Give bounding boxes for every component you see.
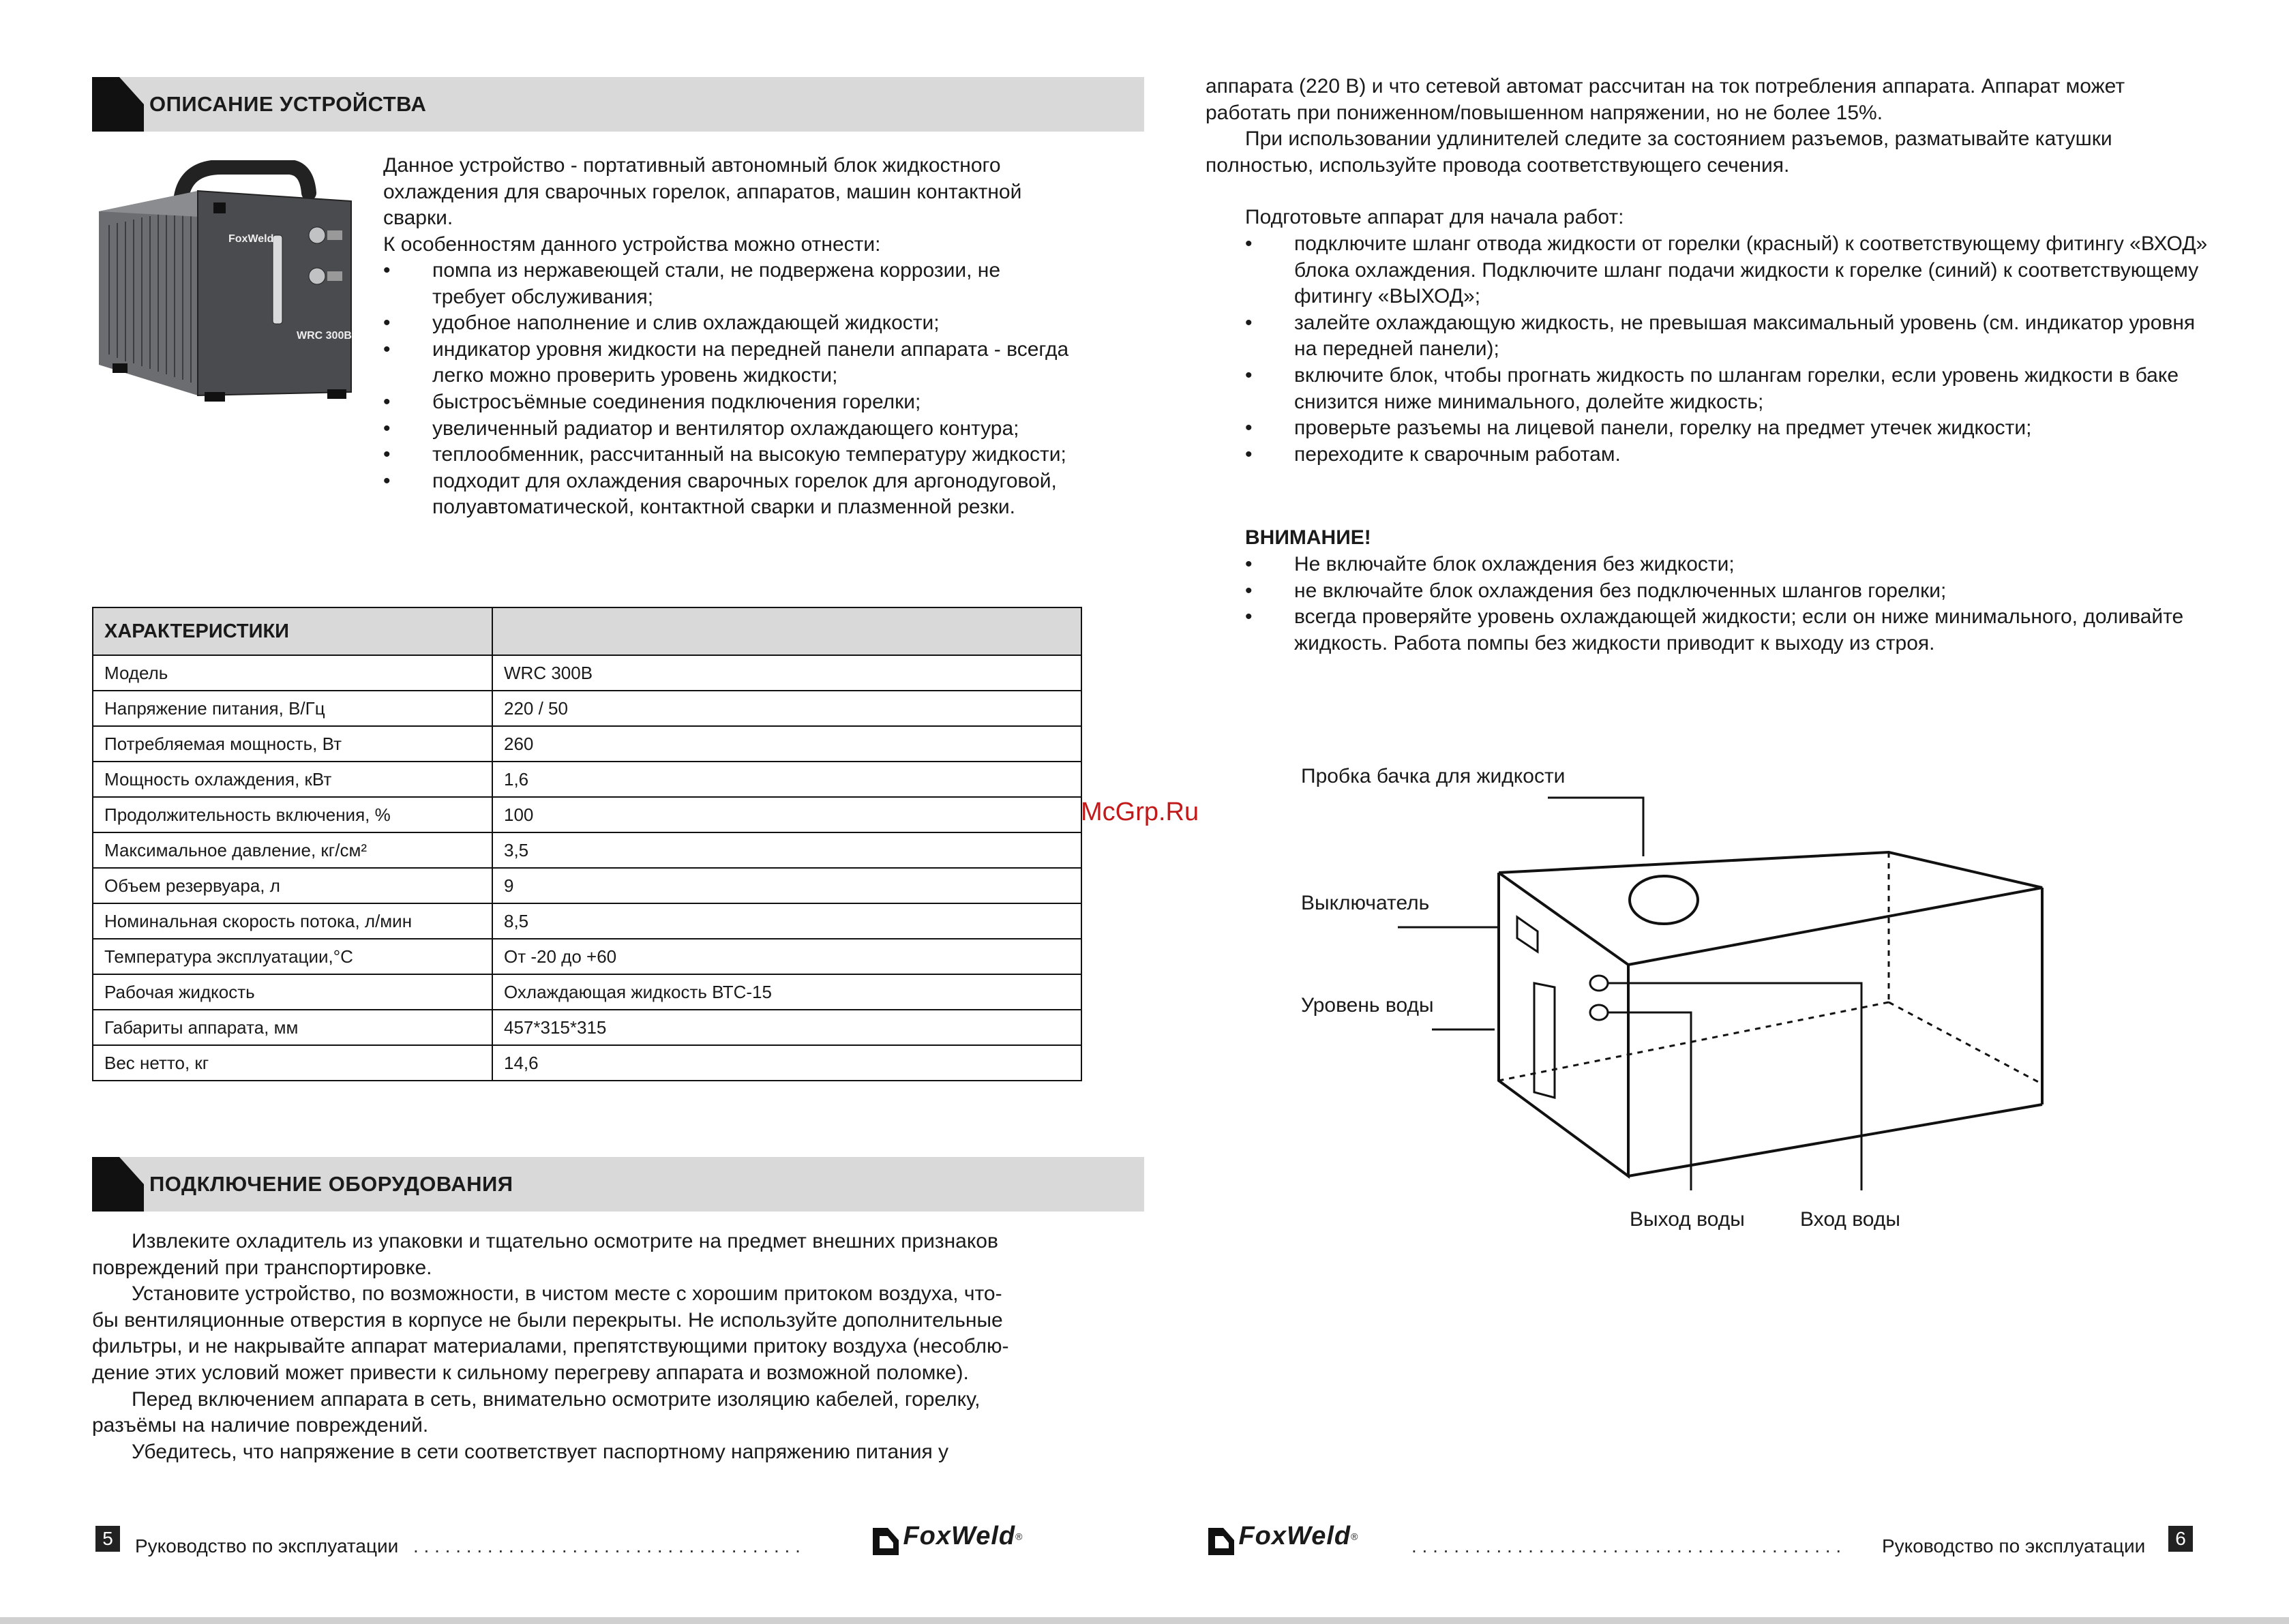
text-line: охлаждения для сварочных горелок, аппаратов, машин контактной: [383, 180, 1022, 203]
product-photo: [92, 160, 365, 433]
corner-mark-icon: [92, 77, 144, 132]
registered-mark: ®: [1351, 1531, 1358, 1542]
table-row: [93, 903, 1081, 939]
text-line: аппарата (220 В) и что сетевой автомат рассчитан на ток потребления аппарата. Аппарат может: [1206, 75, 2125, 97]
list-item: • переходите к сварочным работам.: [1245, 442, 2213, 468]
table-header: ХАРАКТЕРИСТИКИ: [93, 607, 492, 655]
spec-value: 9: [492, 868, 1081, 903]
spec-value: 8,5: [492, 903, 1081, 939]
list-item: • теплообменник, рассчитанный на высокую температуру жидкости;: [383, 442, 1072, 468]
spec-name: Объем резервуара, л: [93, 868, 492, 903]
label-in: Вход воды: [1800, 1208, 1900, 1231]
specs-table: [92, 607, 1082, 1081]
spec-name: Рабочая жидкость: [93, 974, 492, 1010]
section-title: ОПИСАНИЕ УСТРОЙСТВА: [149, 92, 427, 116]
spec-name: Продолжительность включения, %: [93, 797, 492, 832]
footer-logo: [871, 1522, 1022, 1557]
list-item: • увеличенный радиатор и вентилятор охлаждающего контура;: [383, 416, 1072, 442]
section-header-description: [92, 77, 1144, 132]
table-row: [93, 868, 1081, 903]
spec-value: WRC 300B: [492, 655, 1081, 691]
spec-value: 14,6: [492, 1045, 1081, 1081]
table-row: [93, 762, 1081, 797]
list-item: • помпа из нержавеющей стали, не подвержена коррозии, не требует обслуживания;: [383, 258, 1072, 310]
text-line: Извлеките охладитель из упаковки и тщательно осмотрите на предмет внешних признаков: [132, 1230, 998, 1252]
spec-value: Охлаждающая жидкость ВТС-15: [492, 974, 1081, 1010]
text-line: дение этих условий может привести к сильному перегреву аппарата и возможной поломке).: [92, 1361, 969, 1384]
continuation-paragraph: [1206, 74, 2215, 179]
spec-name: Потребляемая мощность, Вт: [93, 726, 492, 762]
spec-name: Температура эксплуатации,°С: [93, 939, 492, 974]
list-item: • индикатор уровня жидкости на передней панели аппарата - всегда легко можно проверить уровень жидкости;: [383, 337, 1072, 389]
text-line: При использовании удлинителей следите за состоянием разъемов, разматывайте катушки: [1245, 127, 2112, 151]
list-item: • включите блок, чтобы прогнать жидкость по шлангам горелки, если уровень жидкости в баке снизится ниже минимального, долейте жидкость;: [1245, 363, 2213, 415]
text-line: работать при пониженном/повышенном напряжении, но не более 15%.: [1206, 101, 1883, 124]
prepare-title: Подготовьте аппарат для начала работ:: [1245, 206, 1624, 228]
list-item: • подключите шланг отвода жидкости от горелки (красный) к соответствующему фитингу «ВХОД» блока охлаждения. Подключите шланг подачи жидкости к горелке (синий) к соответствующему фитингу «ВЫХОД»;: [1245, 231, 2213, 310]
table-header-empty: [492, 607, 1081, 655]
text-line: полностью, используйте провода соответствующего сечения.: [1206, 153, 1790, 177]
foxweld-logo-icon: [1207, 1527, 1236, 1557]
spec-value: 1,6: [492, 762, 1081, 797]
label-level: Уровень воды: [1301, 994, 1434, 1017]
spec-value: 260: [492, 726, 1081, 762]
list-item: • Не включайте блок охлаждения без жидкости;: [1245, 552, 2213, 578]
list-item: • всегда проверяйте уровень охлаждающей жидкости; если он ниже минимального, доливайте жидкость. Работа помпы без жидкости приводит к выходу из строя.: [1245, 604, 2213, 657]
section-header-connection: [92, 1157, 1144, 1212]
spec-value: 220 / 50: [492, 691, 1081, 726]
warning-title: ВНИМАНИЕ!: [1245, 526, 1371, 549]
spec-value: 3,5: [492, 832, 1081, 868]
watermark: McGrp.Ru: [1081, 798, 1199, 826]
foxweld-logo-icon: [871, 1527, 900, 1557]
spec-name: Мощность охлаждения, кВт: [93, 762, 492, 797]
page-bottom-edge: [0, 1617, 2289, 1624]
table-row: [93, 832, 1081, 868]
label-out: Выход воды: [1630, 1208, 1745, 1231]
spec-value: 457*315*315: [492, 1010, 1081, 1045]
text-line: повреждений при транспортировке.: [92, 1256, 432, 1279]
table-row: [93, 974, 1081, 1010]
table-row: [93, 1010, 1081, 1045]
table-row: [93, 1045, 1081, 1081]
list-item: • не включайте блок охлаждения без подключенных шлангов горелки;: [1245, 578, 2213, 605]
spec-name: Максимальное давление, кг/см²: [93, 832, 492, 868]
table-header-row: [93, 607, 1081, 655]
features-list: [383, 258, 1072, 521]
spec-name: Габариты аппарата, мм: [93, 1010, 492, 1045]
text-line: разъёмы на наличие повреждений.: [92, 1414, 429, 1437]
table-row: [93, 655, 1081, 691]
prepare-list: [1245, 231, 2213, 468]
section-title: ПОДКЛЮЧЕНИЕ ОБОРУДОВАНИЯ: [149, 1172, 513, 1196]
spec-value: От -20 до +60: [492, 939, 1081, 974]
list-item: • удобное наполнение и слив охлаждающей жидкости;: [383, 310, 1072, 337]
spec-value: 100: [492, 797, 1081, 832]
brand-name: FoxWeld: [1238, 1522, 1351, 1550]
spec-name: Модель: [93, 655, 492, 691]
spec-name: Номинальная скорость потока, л/мин: [93, 903, 492, 939]
spec-name: Вес нетто, кг: [93, 1045, 492, 1081]
footer-text: Руководство по эксплуатации: [135, 1535, 399, 1557]
list-item: • проверьте разъемы на лицевой панели, горелку на предмет утечек жидкости;: [1245, 415, 2213, 442]
list-item: • быстросъёмные соединения подключения горелки;: [383, 389, 1072, 416]
text-line: Данное устройство - портативный автономный блок жидкостного: [383, 154, 1001, 177]
brand-name: FoxWeld: [903, 1522, 1016, 1550]
list-item: • подходит для охлаждения сварочных горелок для аргонодуговой, полуавтоматической, контактной сварки и плазменной резки.: [383, 468, 1072, 521]
text-line: К особенностям данного устройства можно отнести:: [383, 232, 881, 256]
text-line: бы вентиляционные отверстия в корпусе не были перекрыты. Не используйте дополнительные: [92, 1308, 1003, 1332]
footer-dots: . . . . . . . . . . . . . . . . . . . . . . . . . . . . . . . . . . . . .: [413, 1535, 801, 1557]
footer-logo: [1207, 1522, 1358, 1557]
text-line: фильтры, и не накрывайте аппарат материалами, препятствующими притоку воздуха (несоблю-: [92, 1335, 1009, 1358]
table-row: [93, 726, 1081, 762]
photo-model: WRC 300B: [297, 330, 352, 342]
photo-brand: FoxWeld: [228, 233, 274, 245]
spec-name: Напряжение питания, В/Гц: [93, 691, 492, 726]
table-row: [93, 939, 1081, 974]
page-number: 6: [2168, 1526, 2193, 1552]
list-item: • залейте охлаждающую жидкость, не превышая максимальный уровень (см. индикатор уровня на передней панели);: [1245, 310, 2213, 363]
table-row: [93, 797, 1081, 832]
text-line: Перед включением аппарата в сеть, внимательно осмотрите изоляцию кабелей, горелку,: [132, 1387, 981, 1411]
registered-mark: ®: [1015, 1531, 1023, 1542]
text-line: сварки.: [383, 207, 453, 230]
text-line: Установите устройство, по возможности, в чистом месте с хорошим притоком воздуха, что-: [132, 1282, 1002, 1306]
corner-mark-icon: [92, 1157, 144, 1212]
table-row: [93, 691, 1081, 726]
connection-paragraph: [92, 1229, 1115, 1465]
label-switch: Выключатель: [1301, 892, 1430, 914]
warning-list: [1245, 552, 2213, 657]
footer-dots: . . . . . . . . . . . . . . . . . . . . . . . . . . . . . . . . . . . . . . . . .: [1411, 1535, 1842, 1557]
footer-text: Руководство по эксплуатации: [1882, 1535, 2146, 1557]
text-line: Убедитесь, что напряжение в сети соответствует паспортному напряжению питания у: [132, 1440, 949, 1463]
label-cap: Пробка бачка для жидкости: [1301, 765, 1566, 787]
page-number: 5: [95, 1526, 120, 1552]
intro-paragraph: [383, 153, 1092, 258]
